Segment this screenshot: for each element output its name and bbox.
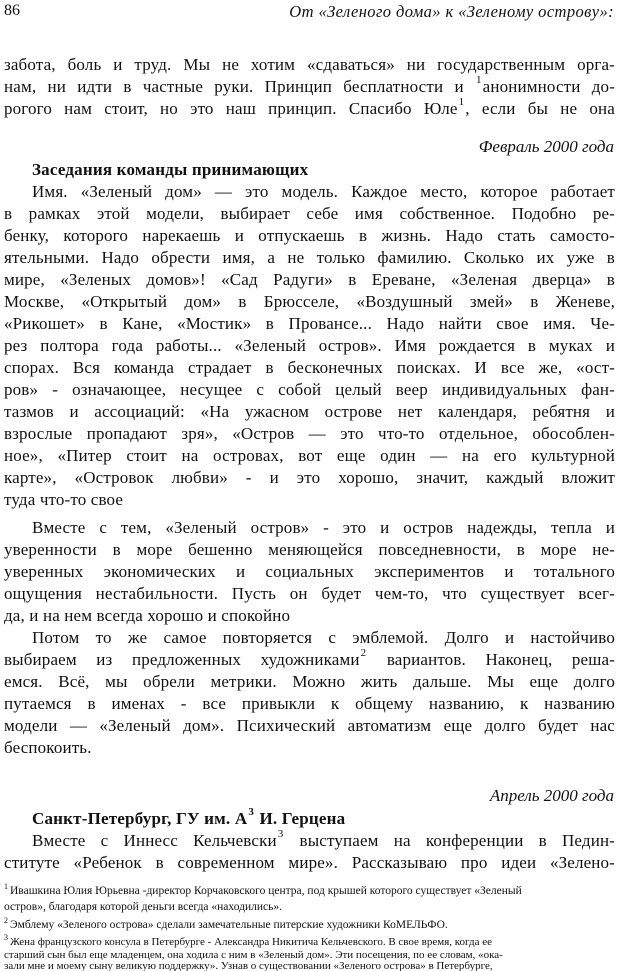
text-line: туда что-то свое [4,490,124,509]
text-line: беспокоить. [4,738,92,757]
text-line: ное», «Питер стоит на островах, вот еще один — на его культурной [4,446,615,465]
footnote-ref: 3 [277,828,284,840]
text-line: Потом то же самое повторяется с эмблемой. Долго и настойчиво [32,628,615,647]
footnote-ref: 1 [458,96,465,108]
text-line: мире, «Зеленых домов»! «Сад Радуги» в Ереване, «Зеленая дверца» в [4,270,615,289]
text-line: рез полтора года работы... «Зеленый остров». Имя рождается в муках и [4,336,615,355]
text-line: модели — «Зеленый дом». Психический автоматизм еще долго будет нас [4,716,615,735]
section-date: Апрель 2000 года [489,786,614,805]
section-heading [32,806,346,829]
page-number: 86 [4,2,20,19]
text-fragment: Санкт-Петербург, ГУ им. А [32,809,248,828]
footnote-mark: 1 [4,882,8,891]
text-line: Вместе с тем, «Зеленый остров» - это и остров надежды, тепла и [32,518,615,537]
footnote: зали мне и моему сыну великую поддержку». Узнав о существовании «Зеленого острова» в Петербурге, [4,960,493,971]
text-line: путаемся в именах - все привыкли к общему названию, к названию [4,694,615,713]
text-fragment: Вместе с Иннесс Кельчевски [32,831,277,850]
text-line: Имя. «Зеленый дом» — это модель. Каждое место, которое работает [32,182,615,201]
text-line: ощущения нестабильности. Пусть он будет чем-то, что существует всег- [4,584,615,603]
text-fragment: И. Герцена [255,809,346,828]
text-line: спорах. Вся команда страдает в бесконечных поисках. И все же, «ост- [4,358,615,377]
text-fragment: рогого нам стоит, но это наш принцип. Спасибо Юле [4,99,458,118]
text-fragment: Эмблему «Зеленого острова» сделали замечательные питерские художники КоМЕЛЬФО. [10,919,448,931]
footnote-mark: 2 [4,916,8,925]
text-line [4,98,615,120]
text-fragment: выбираем из предложенных художниками [4,650,360,669]
footnote-ref: 3 [248,806,255,818]
text-line: в рамках этой модели, выбирает себе имя собственное. Подобно ре- [4,204,615,223]
footnote: старший сын был еще младенцем, она ходила с ним в «Зеленый дом». Эти посещения, по ее словам, «ока- [4,949,503,960]
text-line: да, и на нем всегда хорошо и спокойно [4,606,291,625]
text-line [4,830,615,852]
footnote: остров», благодаря которой деньги всегда «находились». [4,901,283,913]
text-line: емся. Всё, мы обрели метрики. Можно жить дальше. Мы еще долго [4,672,615,691]
text-line: «Рикошет» в Кане, «Мостик» в Провансе... Надо найти свое имя. Че- [4,314,615,333]
text-fragment: нам, ни идти в частные руки. Принцип бесплатности и [4,77,475,96]
text-line: бенку, которого нарекаешь и отпускаешь в жизнь. Надо стать самосто- [4,226,615,245]
footnote-ref: 1 [475,74,482,86]
footnote: она стала помогать нам всем, чем могла. [4,960,22,961]
footnote [4,917,615,933]
text-line: карте», «Островок любви» - и это хорошо, значит, каждый вложит [4,468,615,487]
text-fragment: Жена французского консула в Петербурге - Александра Никитича Кельчевского. В свое время, когда ее [10,936,493,948]
text-fragment: Ивашкина Юлия Юрьевна -директор Корчаковского центра, под крышей которого существует «Зеленый [10,885,522,897]
text-line: уверенности в море бешенно меняющейся повседневности, в море не- [4,540,615,559]
text-line: тазмов и ассоциаций: «На ужасном острове нет календаря, ребятня и [4,402,615,421]
footnote [4,883,615,899]
text-line [4,649,615,671]
text-line: ституте «Ребенок в современном мире». Рассказываю про идеи «Зелено- [4,853,615,872]
text-line: ров» - означающее, несущее с собой целый веер индивидуальных фан- [4,380,615,399]
text-fragment: , если бы не она [465,99,615,118]
text-line: взрослые пропадают зря», «Остров — это что-то отдельное, обособлен- [4,424,615,443]
running-title: От «Зеленого дома» к «Зеленому острову»: [289,2,614,21]
text-line: забота, боль и труд. Мы не хотим «сдаваться» ни государственным орга- [4,55,615,74]
text-line: уверенных экономических и социальных экспериментов и тотального [4,562,615,581]
footnote [4,934,615,950]
text-fragment: анонимности до- [482,77,616,96]
section-date: Февраль 2000 года [478,137,614,156]
text-line: ятельными. Надо обрести имя, а не только фамилию. Сколько их уже в [4,248,615,267]
footnote-mark: 3 [4,933,8,942]
text-line [4,76,615,98]
footnote-ref: 2 [360,647,367,659]
section-heading: Заседания команды принимающих [32,160,309,179]
text-fragment: выступаем на конференции в Педин- [284,831,615,850]
text-fragment: вариантов. Наконец, реша- [367,650,615,669]
text-line: Москве, «Открытый дом» в Брюсселе, «Воздушный змей» в Женеве, [4,292,615,311]
